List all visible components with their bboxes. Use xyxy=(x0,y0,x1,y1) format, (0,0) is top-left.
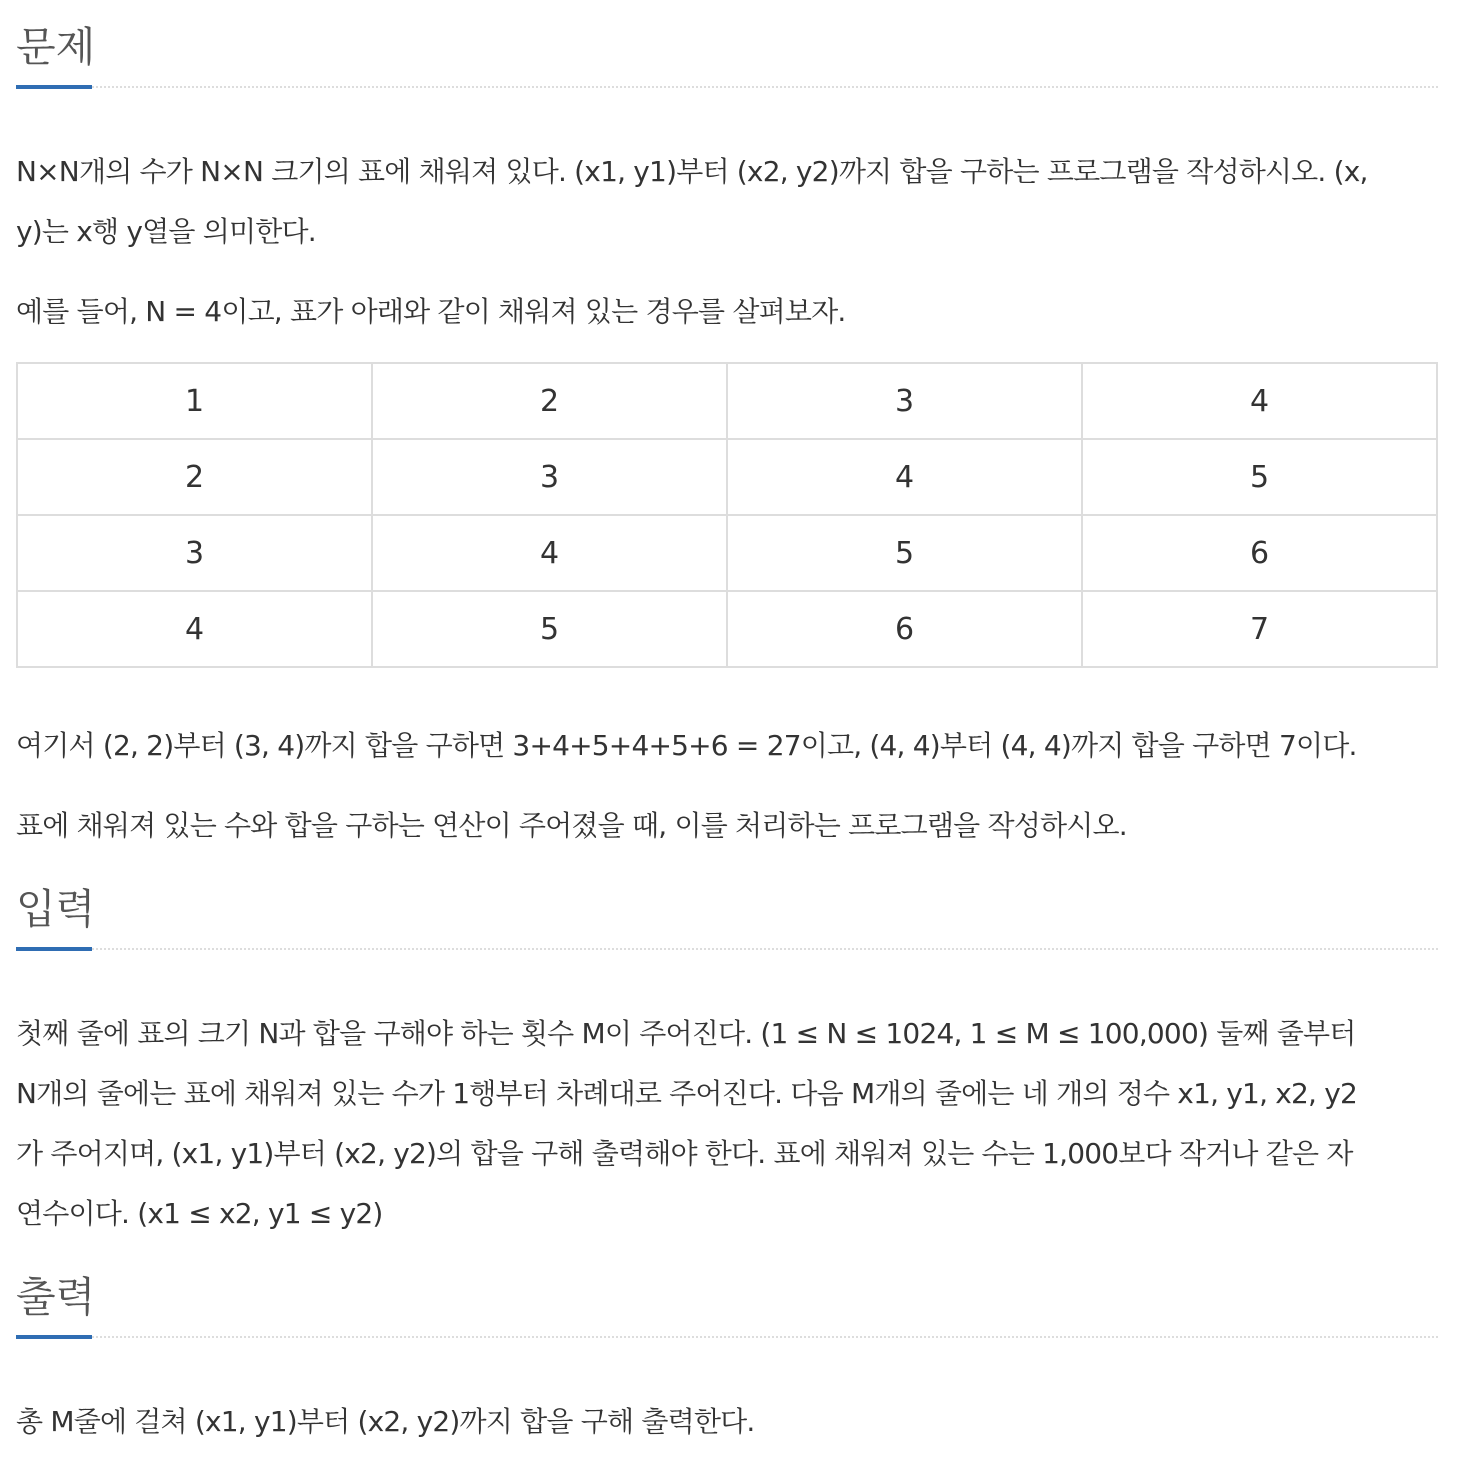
table-cell: 1 xyxy=(17,363,372,439)
section-title-underline xyxy=(16,1335,92,1339)
table-cell: 2 xyxy=(372,363,727,439)
output-section-header xyxy=(16,1270,1438,1340)
table-cell: 5 xyxy=(1082,439,1437,515)
problem-description-line: y)는 x행 y열을 의미한다. xyxy=(16,215,316,248)
task-statement: 표에 채워져 있는 수와 합을 구하는 연산이 주어졌을 때, 이를 처리하는 프로그램을 작성하시오. xyxy=(16,809,1127,842)
problem-section-header xyxy=(16,20,1438,90)
table-cell: 5 xyxy=(727,515,1082,591)
section-title-underline xyxy=(16,947,92,951)
section-divider xyxy=(16,1336,1438,1338)
table-cell: 7 xyxy=(1082,591,1437,667)
output-description: 총 M줄에 걸쳐 (x1, y1)부터 (x2, y2)까지 합을 구해 출력한다. xyxy=(16,1405,755,1438)
input-section-header xyxy=(16,882,1438,952)
section-divider xyxy=(16,948,1438,950)
output-section-title: 출력 xyxy=(16,1273,96,1321)
example-table xyxy=(16,362,1438,668)
table-cell: 6 xyxy=(727,591,1082,667)
table-cell: 3 xyxy=(727,363,1082,439)
input-section-title: 입력 xyxy=(16,885,96,933)
table-cell: 4 xyxy=(17,591,372,667)
input-description xyxy=(16,1004,1440,1244)
table-cell: 4 xyxy=(727,439,1082,515)
example-intro: 예를 들어, N = 4이고, 표가 아래와 같이 채워져 있는 경우를 살펴보자. xyxy=(16,295,846,328)
input-description-line: 연수이다. (x1 ≤ x2, y1 ≤ y2) xyxy=(16,1197,383,1230)
table-cell: 2 xyxy=(17,439,372,515)
example-explanation: 여기서 (2, 2)부터 (3, 4)까지 합을 구하면 3+4+5+4+5+6 = 27이고, (4, 4)부터 (4, 4)까지 합을 구하면 7이다. xyxy=(16,729,1357,762)
table-cell: 3 xyxy=(372,439,727,515)
input-description-line: N개의 줄에는 표에 채워져 있는 수가 1행부터 차례대로 주어진다. 다음 M개의 줄에는 네 개의 정수 x1, y1, x2, y2 xyxy=(16,1077,1358,1110)
table-cell: 4 xyxy=(1082,363,1437,439)
table-cell: 3 xyxy=(17,515,372,591)
section-title-underline xyxy=(16,85,92,89)
table-row xyxy=(17,439,1437,515)
problem-description xyxy=(16,142,1440,262)
table-row xyxy=(17,591,1437,667)
table-cell: 5 xyxy=(372,591,727,667)
problem-description-line: N×N개의 수가 N×N 크기의 표에 채워져 있다. (x1, y1)부터 (x2, y2)까지 합을 구하는 프로그램을 작성하시오. (x, xyxy=(16,155,1368,188)
section-divider xyxy=(16,86,1438,88)
input-description-line: 첫째 줄에 표의 크기 N과 합을 구해야 하는 횟수 M이 주어진다. (1 ≤ N ≤ 1024, 1 ≤ M ≤ 100,000) 둘째 줄부터 xyxy=(16,1017,1356,1050)
table-row xyxy=(17,515,1437,591)
input-description-line: 가 주어지며, (x1, y1)부터 (x2, y2)의 합을 구해 출력해야 한다. 표에 채워져 있는 수는 1,000보다 작거나 같은 자 xyxy=(16,1137,1353,1170)
table-row xyxy=(17,363,1437,439)
table-cell: 6 xyxy=(1082,515,1437,591)
table-cell: 4 xyxy=(372,515,727,591)
problem-section-title: 문제 xyxy=(16,23,96,71)
